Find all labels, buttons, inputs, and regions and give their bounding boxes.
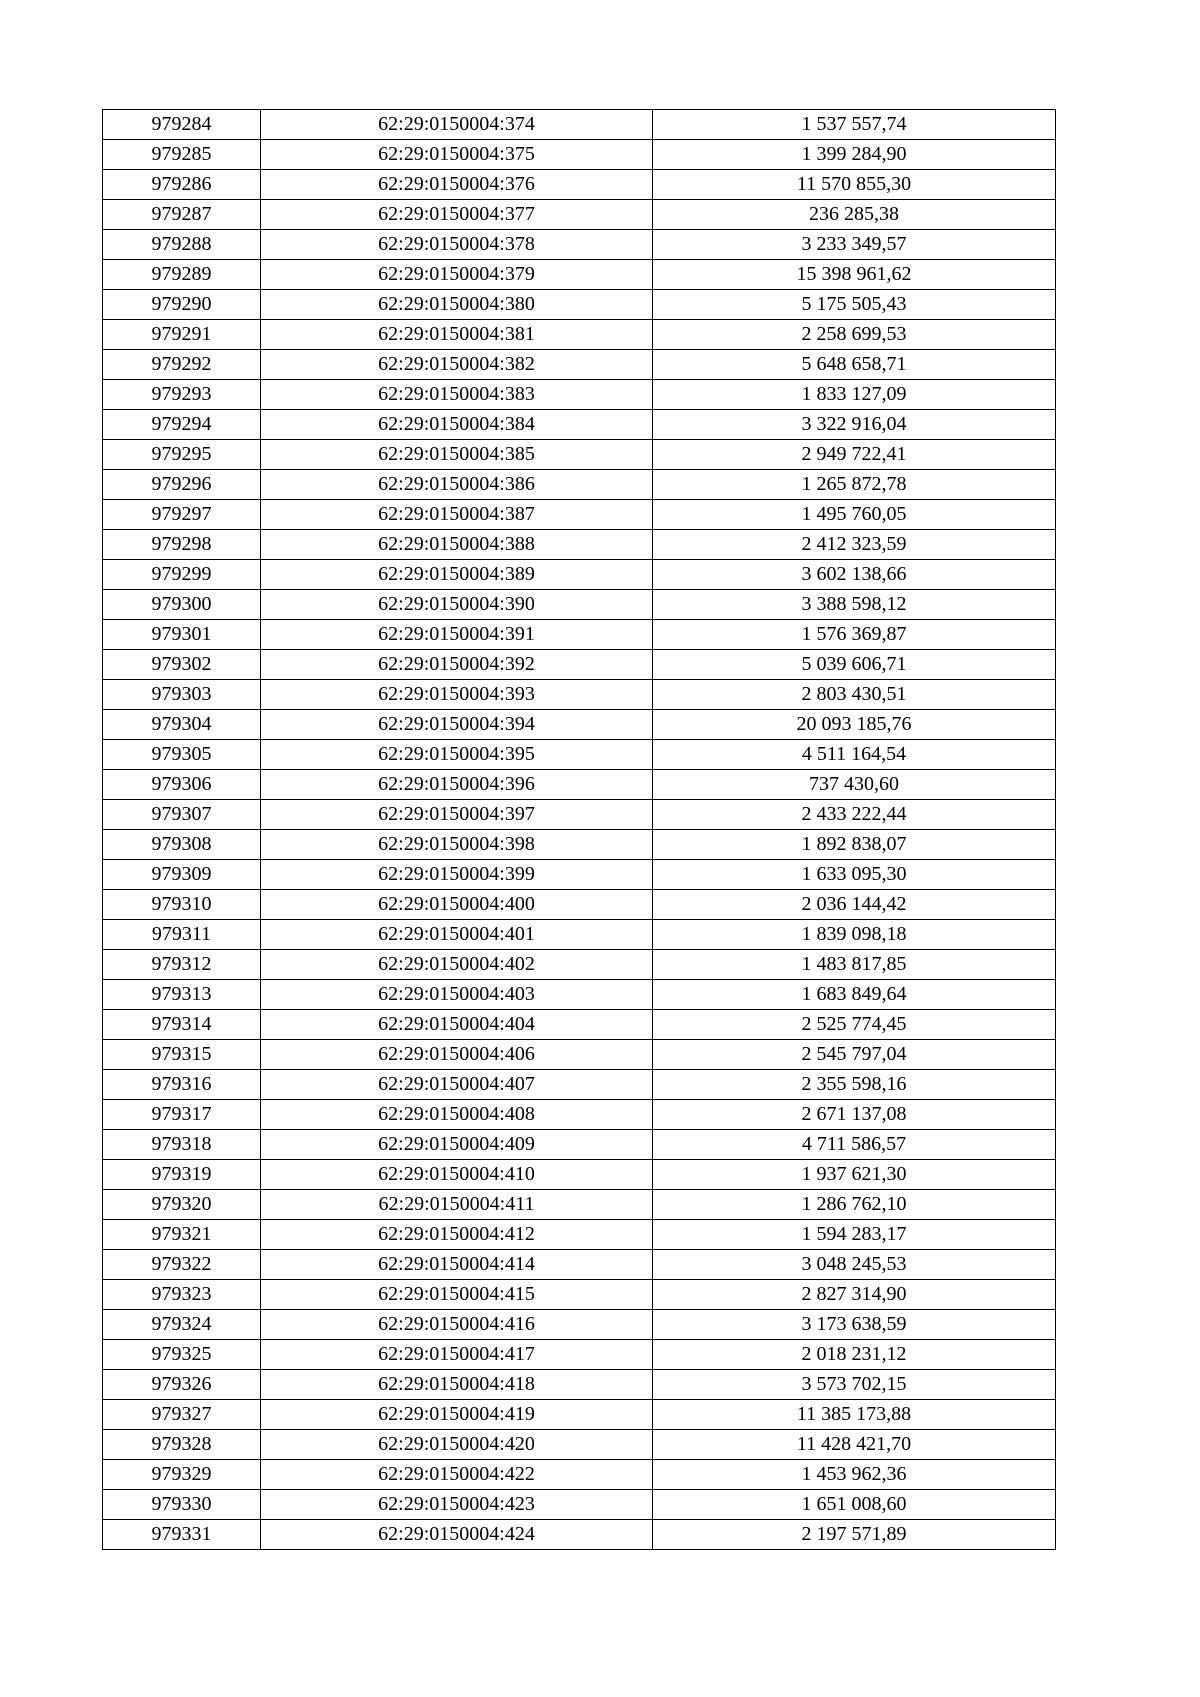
table-body <box>103 110 1056 1550</box>
table-row <box>103 1490 1056 1520</box>
cadastral-number-cell: 62:29:0150004:379 <box>261 260 653 290</box>
table-row <box>103 440 1056 470</box>
row-number-cell: 979315 <box>103 1040 261 1070</box>
row-number-cell: 979293 <box>103 380 261 410</box>
row-number-cell: 979325 <box>103 1340 261 1370</box>
cadastral-value-cell: 11 570 855,30 <box>653 170 1056 200</box>
cadastral-number-cell: 62:29:0150004:391 <box>261 620 653 650</box>
cadastral-number-cell: 62:29:0150004:402 <box>261 950 653 980</box>
table-row <box>103 1130 1056 1160</box>
table-row <box>103 530 1056 560</box>
table-row <box>103 1400 1056 1430</box>
table-row <box>103 1250 1056 1280</box>
table-row <box>103 1370 1056 1400</box>
row-number-cell: 979320 <box>103 1190 261 1220</box>
cadastral-number-cell: 62:29:0150004:388 <box>261 530 653 560</box>
row-number-cell: 979292 <box>103 350 261 380</box>
cadastral-value-cell: 1 833 127,09 <box>653 380 1056 410</box>
cadastral-number-cell: 62:29:0150004:382 <box>261 350 653 380</box>
cadastral-number-cell: 62:29:0150004:412 <box>261 1220 653 1250</box>
table-row <box>103 950 1056 980</box>
table-row <box>103 1100 1056 1130</box>
cadastral-value-cell: 2 018 231,12 <box>653 1340 1056 1370</box>
table-row <box>103 140 1056 170</box>
cadastral-value-cell: 1 399 284,90 <box>653 140 1056 170</box>
cadastral-number-cell: 62:29:0150004:397 <box>261 800 653 830</box>
table-row <box>103 1070 1056 1100</box>
cadastral-value-cell: 2 036 144,42 <box>653 890 1056 920</box>
table-row <box>103 290 1056 320</box>
cadastral-number-cell: 62:29:0150004:392 <box>261 650 653 680</box>
row-number-cell: 979304 <box>103 710 261 740</box>
table-row <box>103 1430 1056 1460</box>
cadastral-value-cell: 1 839 098,18 <box>653 920 1056 950</box>
table-row <box>103 260 1056 290</box>
row-number-cell: 979306 <box>103 770 261 800</box>
cadastral-value-cell: 11 428 421,70 <box>653 1430 1056 1460</box>
cadastral-value-cell: 2 433 222,44 <box>653 800 1056 830</box>
cadastral-number-cell: 62:29:0150004:422 <box>261 1460 653 1490</box>
table-row <box>103 980 1056 1010</box>
cadastral-value-cell: 2 949 722,41 <box>653 440 1056 470</box>
cadastral-number-cell: 62:29:0150004:375 <box>261 140 653 170</box>
row-number-cell: 979286 <box>103 170 261 200</box>
cadastral-value-cell: 1 892 838,07 <box>653 830 1056 860</box>
cadastral-number-cell: 62:29:0150004:394 <box>261 710 653 740</box>
table-row <box>103 470 1056 500</box>
table-row <box>103 380 1056 410</box>
cadastral-value-cell: 4 511 164,54 <box>653 740 1056 770</box>
cadastral-number-cell: 62:29:0150004:420 <box>261 1430 653 1460</box>
cadastral-value-cell: 1 453 962,36 <box>653 1460 1056 1490</box>
row-number-cell: 979310 <box>103 890 261 920</box>
row-number-cell: 979327 <box>103 1400 261 1430</box>
table-row <box>103 710 1056 740</box>
cadastral-number-cell: 62:29:0150004:395 <box>261 740 653 770</box>
cadastral-number-cell: 62:29:0150004:411 <box>261 1190 653 1220</box>
table-row <box>103 1190 1056 1220</box>
cadastral-number-cell: 62:29:0150004:419 <box>261 1400 653 1430</box>
cadastral-value-cell: 3 173 638,59 <box>653 1310 1056 1340</box>
cadastral-number-cell: 62:29:0150004:378 <box>261 230 653 260</box>
cadastral-number-cell: 62:29:0150004:404 <box>261 1010 653 1040</box>
cadastral-number-cell: 62:29:0150004:400 <box>261 890 653 920</box>
cadastral-value-cell: 3 233 349,57 <box>653 230 1056 260</box>
table-row <box>103 650 1056 680</box>
cadastral-number-cell: 62:29:0150004:384 <box>261 410 653 440</box>
table-row <box>103 920 1056 950</box>
cadastral-number-cell: 62:29:0150004:377 <box>261 200 653 230</box>
cadastral-number-cell: 62:29:0150004:385 <box>261 440 653 470</box>
cadastral-value-cell: 1 286 762,10 <box>653 1190 1056 1220</box>
cadastral-value-cell: 1 265 872,78 <box>653 470 1056 500</box>
cadastral-number-cell: 62:29:0150004:374 <box>261 110 653 140</box>
row-number-cell: 979295 <box>103 440 261 470</box>
table-row <box>103 320 1056 350</box>
row-number-cell: 979288 <box>103 230 261 260</box>
cadastral-value-cell: 3 388 598,12 <box>653 590 1056 620</box>
table-row <box>103 1520 1056 1550</box>
cadastral-number-cell: 62:29:0150004:398 <box>261 830 653 860</box>
row-number-cell: 979291 <box>103 320 261 350</box>
cadastral-value-cell: 4 711 586,57 <box>653 1130 1056 1160</box>
cadastral-number-cell: 62:29:0150004:414 <box>261 1250 653 1280</box>
row-number-cell: 979296 <box>103 470 261 500</box>
cadastral-value-cell: 1 937 621,30 <box>653 1160 1056 1190</box>
cadastral-value-cell: 2 412 323,59 <box>653 530 1056 560</box>
row-number-cell: 979303 <box>103 680 261 710</box>
row-number-cell: 979319 <box>103 1160 261 1190</box>
cadastral-value-cell: 2 525 774,45 <box>653 1010 1056 1040</box>
table-row <box>103 410 1056 440</box>
row-number-cell: 979328 <box>103 1430 261 1460</box>
cadastral-number-cell: 62:29:0150004:401 <box>261 920 653 950</box>
cadastral-number-cell: 62:29:0150004:381 <box>261 320 653 350</box>
table-row <box>103 830 1056 860</box>
cadastral-number-cell: 62:29:0150004:390 <box>261 590 653 620</box>
cadastral-value-cell: 737 430,60 <box>653 770 1056 800</box>
cadastral-value-cell: 2 258 699,53 <box>653 320 1056 350</box>
cadastral-value-cell: 2 803 430,51 <box>653 680 1056 710</box>
row-number-cell: 979299 <box>103 560 261 590</box>
cadastral-number-cell: 62:29:0150004:424 <box>261 1520 653 1550</box>
cadastral-number-cell: 62:29:0150004:403 <box>261 980 653 1010</box>
row-number-cell: 979312 <box>103 950 261 980</box>
cadastral-number-cell: 62:29:0150004:415 <box>261 1280 653 1310</box>
cadastral-number-cell: 62:29:0150004:389 <box>261 560 653 590</box>
row-number-cell: 979307 <box>103 800 261 830</box>
row-number-cell: 979290 <box>103 290 261 320</box>
cadastral-number-cell: 62:29:0150004:387 <box>261 500 653 530</box>
cadastral-number-cell: 62:29:0150004:393 <box>261 680 653 710</box>
cadastral-value-cell: 5 648 658,71 <box>653 350 1056 380</box>
row-number-cell: 979317 <box>103 1100 261 1130</box>
cadastral-number-cell: 62:29:0150004:423 <box>261 1490 653 1520</box>
table-row <box>103 800 1056 830</box>
row-number-cell: 979324 <box>103 1310 261 1340</box>
table-row <box>103 890 1056 920</box>
row-number-cell: 979305 <box>103 740 261 770</box>
table-row <box>103 1160 1056 1190</box>
cadastral-value-cell: 1 594 283,17 <box>653 1220 1056 1250</box>
cadastral-value-cell: 2 671 137,08 <box>653 1100 1056 1130</box>
table-row <box>103 1460 1056 1490</box>
table-row <box>103 500 1056 530</box>
cadastral-value-cell: 3 602 138,66 <box>653 560 1056 590</box>
cadastral-number-cell: 62:29:0150004:383 <box>261 380 653 410</box>
row-number-cell: 979330 <box>103 1490 261 1520</box>
row-number-cell: 979301 <box>103 620 261 650</box>
table-row <box>103 590 1056 620</box>
cadastral-number-cell: 62:29:0150004:409 <box>261 1130 653 1160</box>
row-number-cell: 979284 <box>103 110 261 140</box>
row-number-cell: 979309 <box>103 860 261 890</box>
table-row <box>103 770 1056 800</box>
table-row <box>103 1220 1056 1250</box>
row-number-cell: 979321 <box>103 1220 261 1250</box>
table-row <box>103 1010 1056 1040</box>
cadastral-value-cell: 3 573 702,15 <box>653 1370 1056 1400</box>
cadastral-value-cell: 15 398 961,62 <box>653 260 1056 290</box>
row-number-cell: 979297 <box>103 500 261 530</box>
row-number-cell: 979285 <box>103 140 261 170</box>
table-row <box>103 1340 1056 1370</box>
row-number-cell: 979326 <box>103 1370 261 1400</box>
row-number-cell: 979300 <box>103 590 261 620</box>
cadastral-value-cell: 1 483 817,85 <box>653 950 1056 980</box>
row-number-cell: 979322 <box>103 1250 261 1280</box>
cadastral-number-cell: 62:29:0150004:406 <box>261 1040 653 1070</box>
cadastral-value-cell: 3 322 916,04 <box>653 410 1056 440</box>
cadastral-value-cell: 20 093 185,76 <box>653 710 1056 740</box>
cadastral-value-cell: 3 048 245,53 <box>653 1250 1056 1280</box>
table-row <box>103 230 1056 260</box>
row-number-cell: 979302 <box>103 650 261 680</box>
cadastral-value-cell: 1 576 369,87 <box>653 620 1056 650</box>
cadastral-value-cell: 1 537 557,74 <box>653 110 1056 140</box>
row-number-cell: 979318 <box>103 1130 261 1160</box>
row-number-cell: 979331 <box>103 1520 261 1550</box>
cadastral-number-cell: 62:29:0150004:399 <box>261 860 653 890</box>
cadastral-number-cell: 62:29:0150004:408 <box>261 1100 653 1130</box>
table-row <box>103 680 1056 710</box>
cadastral-number-cell: 62:29:0150004:416 <box>261 1310 653 1340</box>
cadastral-value-cell: 5 175 505,43 <box>653 290 1056 320</box>
cadastral-number-cell: 62:29:0150004:418 <box>261 1370 653 1400</box>
row-number-cell: 979323 <box>103 1280 261 1310</box>
table-row <box>103 110 1056 140</box>
table-row <box>103 1040 1056 1070</box>
cadastral-value-cell: 2 197 571,89 <box>653 1520 1056 1550</box>
table-row <box>103 620 1056 650</box>
table-row <box>103 350 1056 380</box>
cadastral-number-cell: 62:29:0150004:407 <box>261 1070 653 1100</box>
table-row <box>103 860 1056 890</box>
row-number-cell: 979294 <box>103 410 261 440</box>
table-row <box>103 560 1056 590</box>
cadastral-number-cell: 62:29:0150004:376 <box>261 170 653 200</box>
cadastral-value-table <box>102 109 1056 1550</box>
table-row <box>103 200 1056 230</box>
row-number-cell: 979314 <box>103 1010 261 1040</box>
cadastral-number-cell: 62:29:0150004:380 <box>261 290 653 320</box>
table-row <box>103 1280 1056 1310</box>
row-number-cell: 979308 <box>103 830 261 860</box>
row-number-cell: 979298 <box>103 530 261 560</box>
cadastral-value-cell: 236 285,38 <box>653 200 1056 230</box>
cadastral-number-cell: 62:29:0150004:396 <box>261 770 653 800</box>
row-number-cell: 979287 <box>103 200 261 230</box>
cadastral-number-cell: 62:29:0150004:386 <box>261 470 653 500</box>
cadastral-number-cell: 62:29:0150004:410 <box>261 1160 653 1190</box>
cadastral-value-cell: 2 355 598,16 <box>653 1070 1056 1100</box>
cadastral-number-cell: 62:29:0150004:417 <box>261 1340 653 1370</box>
row-number-cell: 979311 <box>103 920 261 950</box>
table-row <box>103 1310 1056 1340</box>
cadastral-value-cell: 5 039 606,71 <box>653 650 1056 680</box>
cadastral-value-cell: 1 683 849,64 <box>653 980 1056 1010</box>
row-number-cell: 979329 <box>103 1460 261 1490</box>
row-number-cell: 979313 <box>103 980 261 1010</box>
row-number-cell: 979289 <box>103 260 261 290</box>
cadastral-value-cell: 2 545 797,04 <box>653 1040 1056 1070</box>
cadastral-value-cell: 1 633 095,30 <box>653 860 1056 890</box>
cadastral-value-cell: 2 827 314,90 <box>653 1280 1056 1310</box>
table-row <box>103 740 1056 770</box>
cadastral-value-cell: 1 651 008,60 <box>653 1490 1056 1520</box>
row-number-cell: 979316 <box>103 1070 261 1100</box>
cadastral-value-cell: 1 495 760,05 <box>653 500 1056 530</box>
cadastral-value-cell: 11 385 173,88 <box>653 1400 1056 1430</box>
table-row <box>103 170 1056 200</box>
